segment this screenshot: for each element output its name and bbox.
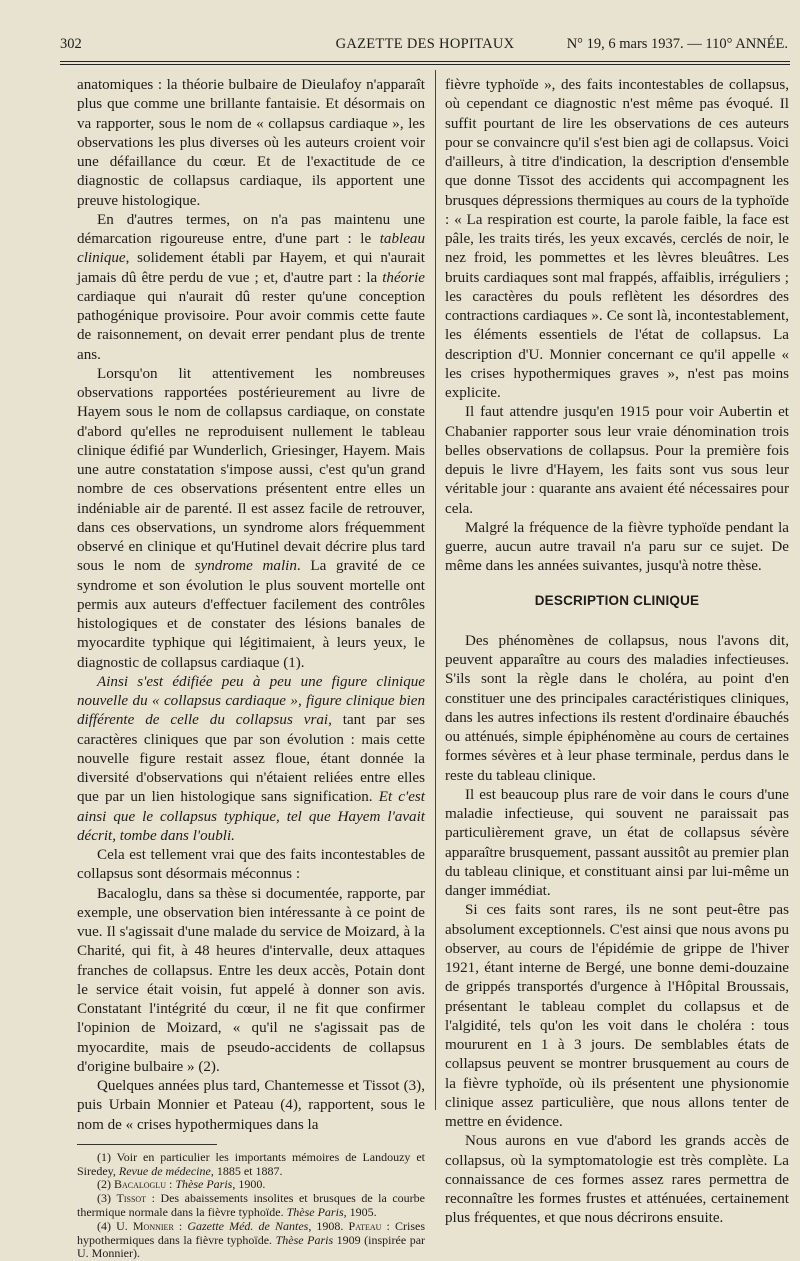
paragraph: Cela est tellement vrai que des faits incontestables de collapsus sont désormais méconnus :	[77, 847, 425, 883]
paragraph: Des phénomènes de collapsus, nous l'avons dit, peuvent apparaître au cours des maladies infectieuses. S'ils sont la règle dans le choléra, au point d'en constituer une des principales caractéristiques cliniques, dans les autres infections ils restent d'ordinaire ébauchés ou atténués, simple épiphénomène au cours de certaines formes sévères et à leur phase terminale, perdus dans le reste du tableau clinique.	[445, 632, 789, 784]
header-rule-bottom	[60, 64, 790, 65]
page-number: 302	[60, 36, 82, 52]
footnotes	[77, 1151, 425, 1261]
section-heading: DESCRIPTION CLINIQUE	[534, 592, 700, 608]
paragraph: Nous aurons en vue d'abord les grands accès de collapsus, où la symptomatologie est très complète. La connaissance de ces formes assez rares permettra de reconnaître les formes frustes et atténuées, certainement plus fréquentes, et que nous décrirons ensuite.	[445, 1133, 789, 1227]
paragraph: Malgré la fréquence de la fièvre typhoïde pendant la guerre, aucun autre travail n'a paru sur ce sujet. De même dans les années suivantes, jusqu'à notre thèse.	[445, 519, 789, 575]
header-rule-top	[60, 61, 790, 62]
paragraph: anatomiques : la théorie bulbaire de Dieulafoy n'apparaît plus que comme une brillante fantaisie. Et désormais on va rapporter, sous le nom de « collapsus cardiaque », les observations les plus diverses où les auteurs croient voir une défaillance du cœur. Et de l'exactitude de ce diagnostic de collapsus cardiaque, ils apportent une preuve histologique.	[77, 77, 425, 209]
left-column	[77, 76, 425, 1261]
paragraph: Si ces faits sont rares, ils ne sont peut-être pas absolument exceptionnels. C'est ainsi que nous avons pu observer, au cours de l'épidémie de grippe de l'hiver 1921, étant interne de Bergé, une bonne demi-douzaine de grippés transportés d'urgence à l'Hôpital Broussais, présentant le tableau complet du collapsus et de l'algidité, tels qu'on les voit dans le choléra : tous moururent en 1 à 3 jours. De semblables états de collapsus peuvent se montrer brusquement au cours de la fièvre typhoïde, où ils présentent une physionomie clinique assez particulière, que nous allons tenter de mettre en évidence.	[445, 902, 789, 1130]
running-header	[60, 36, 790, 58]
issue-dateline: N° 19, 6 mars 1937. — 110° ANNÉE.	[566, 36, 788, 52]
paragraph: Il faut attendre jusqu'en 1915 pour voir Aubertin et Chabanier rapporter sous leur vraie dénomination trois belles observations de collapsus. Pour la première fois depuis le livre d'Hayem, les faits sont vus sous leur véritable jour : quarante ans avaient été nécessaires pour cela.	[445, 404, 789, 517]
footnote-2: (2) Bacaloglu : Thèse Paris, 1900.	[97, 1177, 266, 1192]
paragraph: fièvre typhoïde », des faits incontestables de collapsus, où cependant ce diagnostic n'est même pas évoqué. Il suffit pourtant de lire les observations de ces auteurs pour se convaincre qu'il s'est bien agi de collapsus. Voici d'ailleurs, à titre d'indication, la description d'ensemble que donne Tissot des accidents qui accompagnent les brusques dépressions thermiques au cours de la typhoïde : « La respiration est courte, la parole faible, la face est pâle, les traits tirés, les yeux excavés, cerclés de noir, le nez froid, les pommettes et les lèvres bleuâtres. Les bruits cardiaques sont mal frappés, affaiblis, irréguliers ; les caractères du pouls reflètent les désordres des contractions cardiaques ». Ce sont là, incontestablement, les éléments essentiels de l'état de collapsus. La description d'U. Monnier concernant ce qu'il appelle « les crises hypothermiques graves », n'est pas moins explicite.	[445, 77, 789, 401]
journal-title: GAZETTE DES HOPITAUX	[335, 36, 515, 52]
paragraph: Il est beaucoup plus rare de voir dans le cours d'une maladie infectieuse, qui souvent ne paraissait pas particulièrement grave, un état de collapsus sévère apparaître brusquement, passant aussitôt au premier plan du tableau clinique, et constituant ainsi par lui-même un danger immédiat.	[445, 786, 789, 899]
right-column	[445, 76, 789, 1229]
footnote-1: (1) Voir en particulier les importants mémoires de Landouzy et Siredey, Revue de médecine, 1885 et 1887.	[77, 1149, 425, 1178]
footnote-rule	[77, 1144, 217, 1145]
paragraph: Lorsqu'on lit attentivement les nombreuses observations rapportées postérieurement au livre de Hayem sous le nom de collapsus cardiaque, on constate d'abord qu'elles ne reproduisent nullement le tableau clinique édifié par Wunderlich, Griesinger, Hayem. Mais une autre constatation s'impose aussi, c'est qu'un grand nombre de ces observations présentent entre elles un indéniable air de parenté. Il est assez facile de retrouver, dans ces observations, un syndrome alors fréquemment observé en clinique et qu'Hutinel devait décrire plus tard sous le nom de syndrome malin. La gravité de ce syndrome et son évolution le plus souvent mortelle ont permis aux auteurs d'effectuer facilement des contrôles histologiques et de constater des lésions banales de myocardite typhique qui légitimaient, à leurs yeux, le diagnostic de collapsus cardiaque (1).	[77, 365, 425, 671]
footnote-4: (4) U. Monnier : Gazette Méd. de Nantes, 1908. Pateau : Crises hypothermiques dans la fièvre typhoïde. Thèse Paris 1909 (inspirée par U. Monnier).	[77, 1218, 426, 1261]
footnote-3: (3) Tissot : Des abaissements insolites et brusques de la courbe thermique normale dans la fièvre typhoïde. Thèse Paris, 1905.	[77, 1191, 425, 1219]
paragraph: Quelques années plus tard, Chantemesse et Tissot (3), puis Urbain Monnier et Pateau (4), rapportent, sous le nom de « crises hypothermiques dans la	[77, 1078, 425, 1133]
paragraph: Ainsi s'est édifiée peu à peu une figure clinique nouvelle du « collapsus cardiaque », figure clinique bien différente de celle du collapsus vrai, tant par ses caractères cliniques que par son évolution : mais cette nouvelle figure restait assez floue, étant donnée la diversité d'observations qui n'étaient reliées entre elles que par un lien histologique sans signification. Et c'est ainsi que le collapsus typhique, tel que Hayem l'avait décrit, tombe dans l'oubli.	[77, 673, 425, 844]
paragraph: Bacaloglu, dans sa thèse si documentée, rapporte, par exemple, une observation bien intéressante à ce point de vue. Il s'agissait d'une malade du service de Moizard, à la Charité, qui fit, à 48 heures d'intervalle, deux attaques franches de collapsus. Entre les deux accès, Potain dont le service était voisin, fut appelé à donner son avis. Constatant l'intégrité du cœur, il ne fit que confirmer l'opinion de Moizard, « qu'il ne s'agissait pas de myocardite, mais de pseudo-accidents de collapsus d'origine bulbaire » (2).	[77, 885, 425, 1075]
column-divider	[435, 70, 436, 1110]
paragraph: En d'autres termes, on n'a pas maintenu une démarcation rigoureuse entre, d'une part : le tableau clinique, solidement établi par Hayem, et qui n'aurait jamais dû être perdu de vue ; et, d'autre part : la théorie cardiaque qui n'aurait dû rester qu'une conception pathogénique provisoire. Pour avoir commis cette faute de raisonnement, on devait errer pendant plus de trente ans.	[77, 211, 425, 363]
